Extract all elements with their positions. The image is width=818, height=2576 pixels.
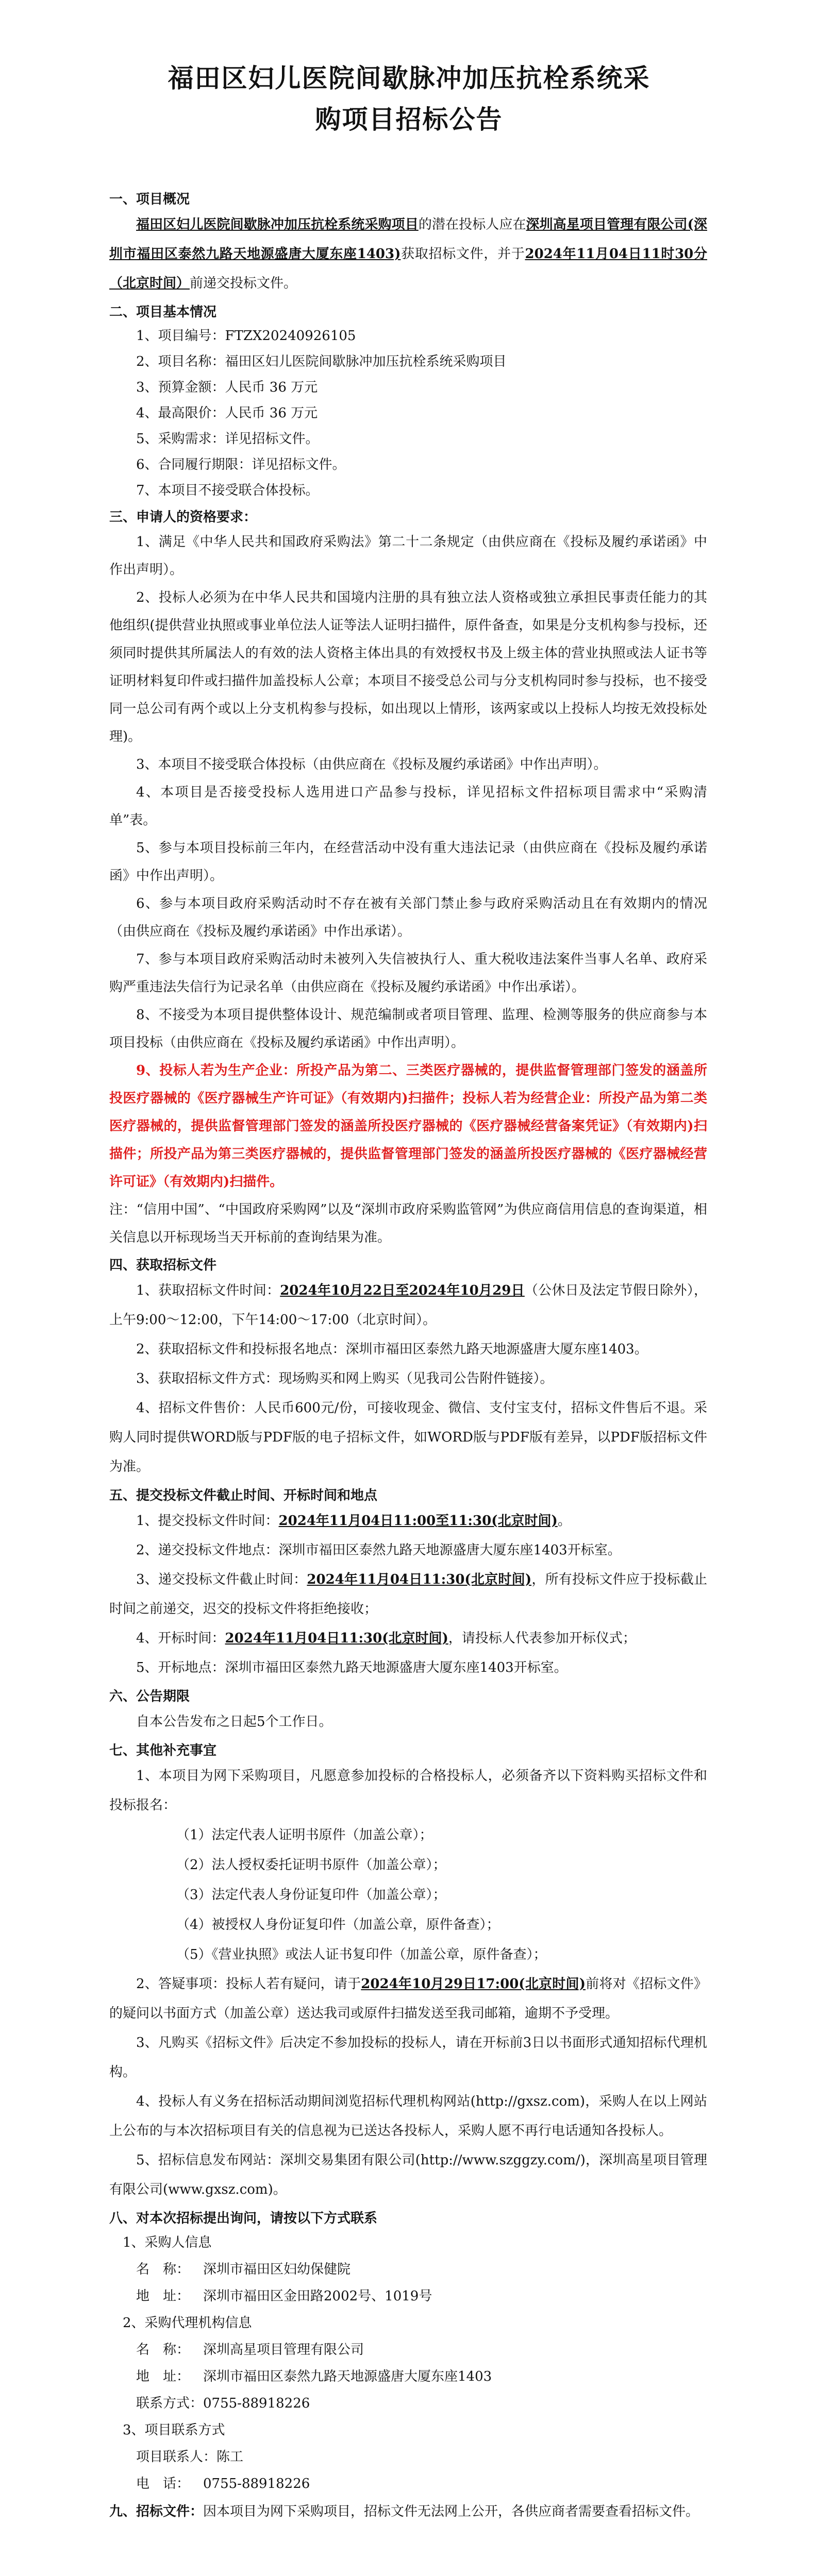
- agent-info-heading: 2、采购代理机构信息: [123, 2315, 252, 2331]
- basic-info-item: 7、本项目不接受联合体投标。: [136, 483, 319, 498]
- other-matters-paragraph-4: 4、投标人有义务在招标活动期间浏览招标代理机构网站(http://gxsz.com)，采购人在以上网站上公布的与本次招标项目有关的信息视为已送达各投标人，采购人愿不再行电话通知各投标人。: [109, 2094, 707, 2139]
- agent-name: 深圳高星项目管理有限公司: [203, 2342, 364, 2358]
- other-matters-paragraph-1: 1、本项目为网下采购项目，凡愿意参加投标的合格投标人，必须备齐以下资料购买招标文件和投标报名：: [109, 1768, 707, 1813]
- question-paragraph: [109, 1970, 707, 2028]
- submission-time-value: 2024年11月04日11:00至11:30(北京时间): [278, 1513, 558, 1529]
- agent-address-label: 地 址：: [136, 2369, 190, 2384]
- agent-address: 深圳市福田区泰然九路天地源盛唐大厦东座1403: [203, 2369, 492, 2384]
- basic-info-item: 4、最高限价：人民币 36 万元: [136, 405, 318, 421]
- buyer-address-label: 地 址：: [136, 2289, 190, 2304]
- submission-deadline-paragraph: [109, 1565, 707, 1624]
- agent-address-row: [109, 2363, 707, 2390]
- qualification-paragraph: 5、参与本项目投标前三年内，在经营活动中没有重大违法记录（由供应商在《投标及履约承诺函》中作出声明）。: [109, 840, 707, 884]
- section-heading-qualification: 三、申请人的资格要求：: [109, 510, 257, 525]
- question-text-2: 前将对《招标文件》的疑问以书面方式（加盖公章）送达我司或原件扫描发送至我司邮箱，逾期不予受理。: [109, 1976, 707, 2021]
- overview-paragraph: [109, 210, 707, 298]
- submission-place-paragraph: 2、递交投标文件地点：深圳市福田区泰然九路天地源盛唐大厦东座1403开标室。: [136, 1543, 621, 1558]
- project-phone-label: 电 话：: [136, 2476, 190, 2492]
- question-deadline: 2024年10月29日17:00(北京时间): [361, 1976, 586, 1992]
- required-document-item: （5）《营业执照》或法人证书复印件（加盖公章，原件备查）；: [176, 1947, 547, 1962]
- basic-info-item: 2、项目名称：福田区妇儿医院间歇脉冲加压抗栓系统采购项目: [136, 354, 507, 369]
- obtain-place-paragraph: 2、获取招标文件和投标报名地点：深圳市福田区泰然九路天地源盛唐大厦东座1403。: [136, 1342, 648, 1357]
- medical-device-license-requirement: 9、投标人若为生产企业：所投产品为第二、三类医疗器械的，提供监督管理部门签发的涵盖所投医疗器械的《医疗器械生产许可证》（有效期内)扫描件；投标人若为经营企业：所投产品为第二类医疗器械的，提供监督管理部门签发的涵盖所投医疗器械的《医疗器械经营备案凭证》（有效期内)扫描件；所投产品为第三类医疗器械的，提供监督管理部门签发的涵盖所投医疗器械的《医疗器械经营许可证》（有效期内)扫描件。: [109, 1063, 707, 1190]
- basic-info-item: 5、采购需求：详见招标文件。: [136, 431, 319, 447]
- deadline-note: ，所有投标文件应于投标截止时间之前递交，迟交的投标文件将拒绝接收；: [109, 1572, 707, 1617]
- project-contact-person: 项目联系人：陈工: [136, 2449, 244, 2465]
- buyer-address-row: [109, 2283, 707, 2310]
- opening-time-label: 4、开标时间：: [136, 1631, 225, 1646]
- other-matters-paragraph-3: 3、凡购买《招标文件》后决定不参加投标的投标人，请在开标前3日以书面形式通知招标代理机构。: [109, 2035, 707, 2080]
- opening-place-paragraph: 5、开标地点：深圳市福田区泰然九路天地源盛唐大厦东座1403开标室。: [136, 1660, 567, 1675]
- obtain-method-paragraph: 3、获取招标文件方式：现场购买和网上购买（见我司公告附件链接）。: [136, 1371, 554, 1386]
- qualification-paragraph: 7、参与本项目政府采购活动时未被列入失信被执行人、重大税收违法案件当事人名单、政府采购严重违法失信行为记录名单（由供应商在《投标及履约承诺函》中作出承诺）。: [109, 952, 707, 995]
- page-title-line1: 福田区妇儿医院间歇脉冲加压抗栓系统采: [168, 63, 650, 93]
- project-name-highlight: 福田区妇儿医院间歇脉冲加压抗栓系统采购项目: [136, 217, 419, 232]
- qualification-paragraph: 1、满足《中华人民共和国政府采购法》第二十二条规定（由供应商在《投标及履约承诺函》中作出声明）。: [109, 534, 707, 578]
- project-contact-phone-row: [109, 2470, 707, 2497]
- tender-document-paragraph: [109, 2497, 707, 2527]
- other-matters-paragraph-5: 5、招标信息发布网站：深圳交易集团有限公司(http://www.szggzy.com/)，深圳高星项目管理有限公司(www.gxsz.com)。: [109, 2153, 707, 2197]
- buyer-address: 深圳市福田区金田路2002号、1019号: [203, 2289, 432, 2304]
- submission-time-label: 1、提交投标文件时间：: [136, 1513, 279, 1529]
- obtain-time-range: 2024年10月22日至2024年10月29日: [280, 1283, 525, 1298]
- document-price-paragraph: 4、招标文件售价：人民币600元/份，可接收现金、微信、支付宝支付，招标文件售后不退。采购人同时提供WORD版与PDF版的电子招标文件，如WORD版与PDF版有差异，以PDF版招标文件为准。: [109, 1400, 707, 1475]
- agent-phone-row: 联系方式：0755-88918226: [136, 2396, 310, 2411]
- basic-info-item: 3、预算金额：人民币 36 万元: [136, 380, 318, 395]
- opening-time-paragraph: [109, 1624, 707, 1653]
- obtain-time-paragraph: [109, 1276, 707, 1335]
- page-title-line2: 购项目招标公告: [315, 105, 503, 134]
- qualification-paragraph: 3、本项目不接受联合体投标（由供应商在《投标及履约承诺函》中作出声明）。: [136, 757, 607, 772]
- obtain-time-label: 1、获取招标文件时间：: [136, 1283, 280, 1298]
- project-contact-heading: 3、项目联系方式: [123, 2422, 225, 2438]
- section-heading-basic-info: 二、项目基本情况: [109, 304, 217, 320]
- section-heading-other-matters: 七、其他补充事宜: [109, 1743, 217, 1758]
- agent-name-row: [109, 2336, 707, 2363]
- basic-info-item: 1、项目编号：FTZX20240926105: [136, 328, 356, 344]
- submission-time-paragraph: [109, 1506, 707, 1536]
- opening-time-note: ，请投标人代表参加开标仪式；: [448, 1631, 636, 1646]
- agent-name-label: 名 称：: [136, 2342, 190, 2358]
- required-document-item: （4）被授权人身份证复印件（加盖公章，原件备查）；: [176, 1917, 500, 1933]
- section-heading-submission: 五、提交投标文件截止时间、开标时间和地点: [109, 1488, 378, 1503]
- qualification-paragraph: 6、参与本项目政府采购活动时不存在被有关部门禁止参与政府采购活动且在有效期内的情况（由供应商在《投标及履约承诺函》中作出承诺）。: [109, 896, 707, 939]
- opening-time-value: 2024年11月04日11:30(北京时间): [225, 1631, 448, 1646]
- notice-period-paragraph: 自本公告发布之日起5个工作日。: [136, 1714, 332, 1730]
- buyer-info-heading: 1、采购人信息: [123, 2235, 212, 2250]
- basic-info-item: 6、合同履行期限：详见招标文件。: [136, 457, 346, 472]
- credit-note: 注：“信用中国”、“中国政府采购网”以及“深圳市政府采购监管网”为供应商信用信息的查询渠道，相关信息以开标现场当天开标前的查询结果为准。: [109, 1202, 707, 1245]
- section-heading-contacts: 八、对本次招标提出询问，请按以下方式联系: [109, 2211, 378, 2226]
- agent-address-highlight: 深圳高星项目管理有限公司(深圳市福田区泰然九路天地源盛唐大厦东座1403): [109, 217, 707, 262]
- buyer-name-label: 名 称：: [136, 2262, 190, 2277]
- section-heading-overview: 一、项目概况: [109, 192, 190, 207]
- section-heading-obtain-documents: 四、获取招标文件: [109, 1258, 217, 1273]
- required-document-item: （3）法定代表人身份证复印件（加盖公章）；: [176, 1887, 446, 1903]
- overview-text-1: 的潜在投标人应在: [418, 217, 526, 232]
- buyer-name: 深圳市福田区妇幼保健院: [203, 2262, 351, 2277]
- deadline-highlight: 2024年11月04日11时30分（北京时间）: [109, 246, 707, 291]
- announcement-body: [109, 185, 707, 2527]
- section-heading-tender-documents: 九、招标文件：: [109, 2504, 204, 2519]
- buyer-name-row: [109, 2256, 707, 2283]
- submission-time-end: 。: [557, 1513, 571, 1529]
- obtain-time-hours: （公休日及法定节假日除外），上午9:00～12:00，下午14:00～17:00（北京时间）。: [109, 1283, 707, 1328]
- section-heading-notice-period: 六、公告期限: [109, 1689, 190, 1704]
- tender-document-text: 因本项目为网下采购项目，招标文件无法网上公开，各供应商者需要查看招标文件。: [203, 2504, 699, 2519]
- project-phone: 0755-88918226: [203, 2476, 310, 2492]
- overview-text-2: 获取招标文件，并于: [400, 246, 525, 262]
- deadline-label: 3、递交投标文件截止时间：: [136, 1572, 307, 1587]
- question-text-1: 2、答疑事项：投标人若有疑问，请于: [136, 1976, 361, 1992]
- qualification-paragraph: 4、本项目是否接受投标人选用进口产品参与投标，详见招标文件招标项目需求中“采购清单”表。: [109, 785, 707, 828]
- qualification-paragraph: 8、不接受为本项目提供整体设计、规范编制或者项目管理、监理、检测等服务的供应商参与本项目投标（由供应商在《投标及履约承诺函》中作出声明）。: [109, 1007, 707, 1050]
- deadline-value: 2024年11月04日11:30(北京时间): [307, 1572, 532, 1587]
- required-document-item: （2）法人授权委托证明书原件（加盖公章）；: [176, 1857, 446, 1873]
- overview-text-3: 前递交投标文件。: [190, 276, 297, 291]
- required-document-item: （1）法定代表人证明书原件（加盖公章）；: [176, 1827, 433, 1843]
- qualification-paragraph: 2、投标人必须为在中华人民共和国境内注册的具有独立法人资格或独立承担民事责任能力的其他组织(提供营业执照或事业单位法人证等法人证明扫描件，原件备查，如果是分支机构参与投标，还须同时提供其所属法人的有效的法人资格主体出具的有效授权书及上级主体的营业执照或法人证书等证明材料复印件或扫描件加盖投标人公章；本项目不接受总公司与分支机构同时参与投标，也不接受同一总公司有两个或以上分支机构参与投标，如出现以上情形，该两家或以上投标人均按无效投标处理)。: [109, 590, 707, 744]
